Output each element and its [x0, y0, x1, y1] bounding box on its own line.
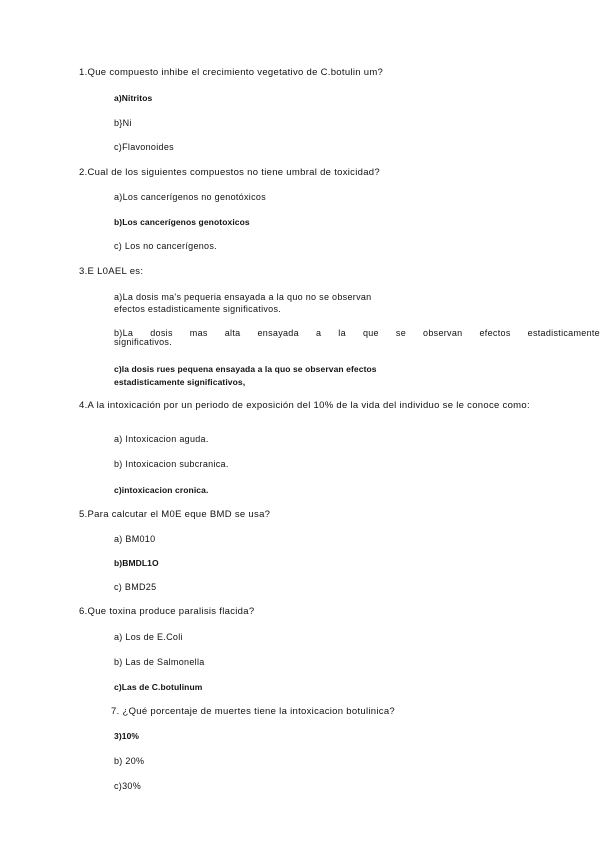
q3-option-a-line-2: efectos estadisticamente significativos.	[114, 304, 282, 314]
q2-option-c: c) Los no cancerígenos.	[114, 241, 217, 251]
q4-option-a: a) Intoxicacion aguda.	[114, 434, 209, 444]
q3-option-c-line-2: estadisticamente significativos,	[114, 377, 246, 387]
q1-option-b: b}Ni	[114, 118, 132, 128]
question-1: 1.Que compuesto inhibe el crecimiento vegetativo de C.botulin um?	[79, 67, 384, 78]
question-5: 5.Para calcutar el M0E eque BMD se usa?	[79, 509, 271, 520]
question-4-text: 4.A la intoxicación por un periodo de exposición del 10% de la vida del individuo se le conoce como:	[79, 401, 530, 411]
q3-option-b-line-1: b)La dosis mas alta ensayada a la que se observan efectos estadisticamente	[114, 328, 600, 338]
question-3: 3.E L0AEL es:	[79, 266, 144, 277]
q5-option-a: a) BM010	[114, 534, 156, 544]
q7-option-b: b) 20%	[114, 756, 145, 766]
q6-option-b: b) Las de Salmonella	[114, 657, 205, 667]
q7-option-a: 3)10%	[114, 731, 140, 741]
question-6: 6.Que toxina produce paralisis flacida?	[79, 606, 255, 617]
q5-option-b: b)BMDL1O	[114, 558, 159, 568]
question-7: 7. ¿Qué porcentaje de muertes tiene la intoxicacion botulinica?	[111, 706, 395, 717]
q2-option-b: b)Los cancerígenos genotoxicos	[114, 217, 250, 227]
q4-option-b: b) Intoxicacion subcranica.	[114, 459, 229, 469]
q4-option-c: c)intoxicacion cronica.	[114, 485, 209, 495]
q6-option-c: c)Las de C.botulinum	[114, 682, 203, 692]
q1-option-a: a)Nitritos	[114, 93, 153, 103]
q7-option-c: c)30%	[114, 781, 142, 791]
q5-option-c: c) BMD25	[114, 582, 157, 592]
q1-option-c: c)Flavonoides	[114, 142, 174, 152]
question-4	[79, 401, 600, 422]
q3-option-c-line-1: c)la dosis rues pequena ensayada a la quo se observan efectos	[114, 364, 377, 374]
q6-option-a: a) Los de E.Coli	[114, 632, 183, 642]
q3-option-b-line-2: significativos.	[114, 337, 173, 347]
q2-option-a: a)Los cancerígenos no genotóxicos	[114, 192, 266, 202]
question-2: 2.Cual de los siguientes compuestos no tiene umbral de toxicidad?	[79, 167, 380, 178]
q3-option-a-line-1: a)La dosis ma's pequeria ensayada a la quo no se observan	[114, 292, 372, 302]
